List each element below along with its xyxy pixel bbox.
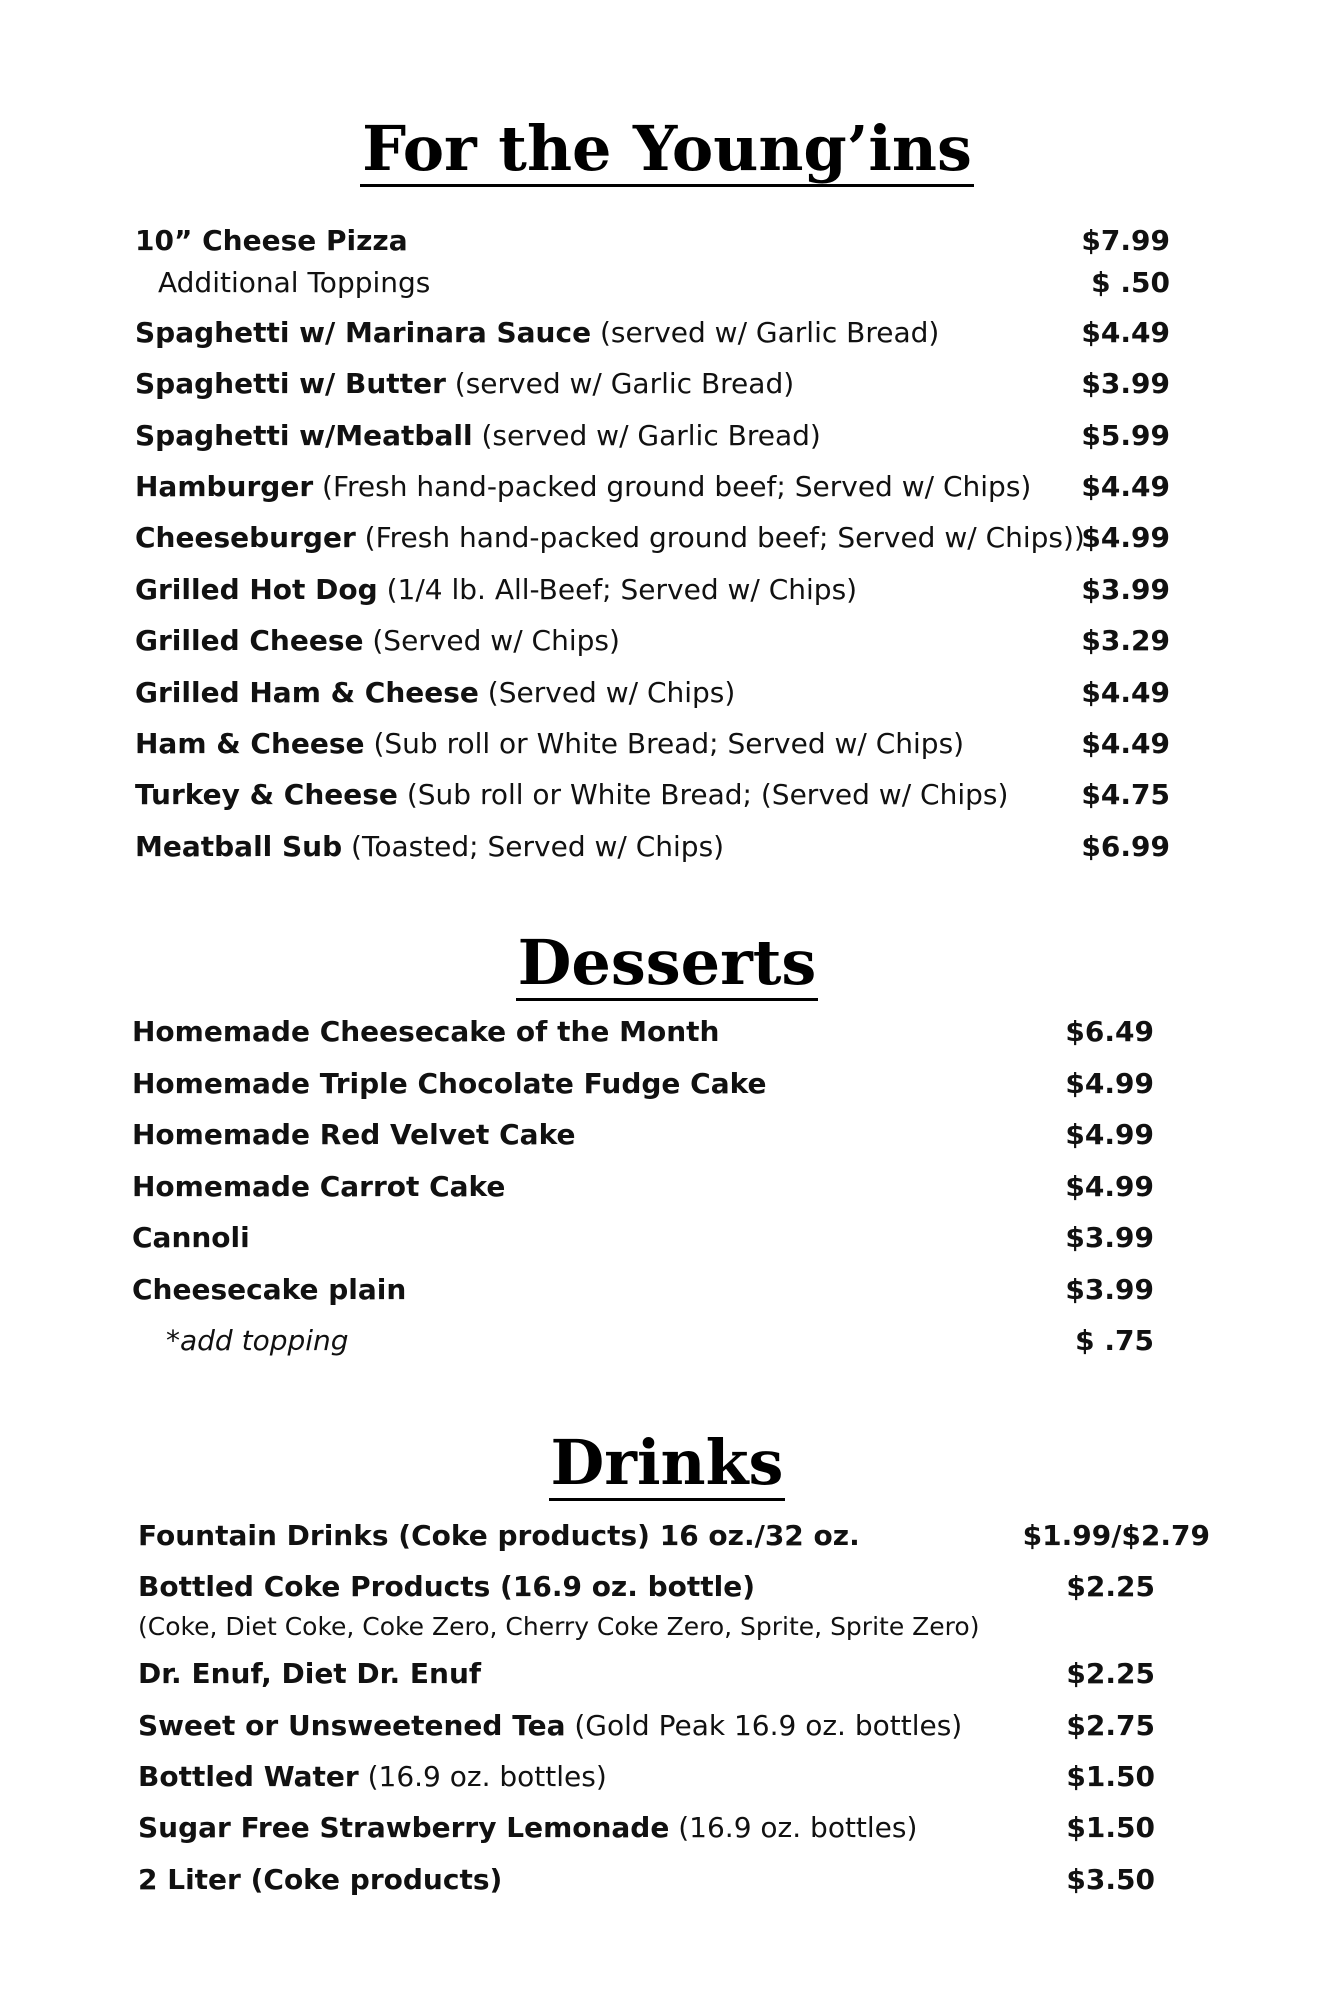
section-title-youngins: For the Young’ins xyxy=(362,112,972,185)
section-title-desserts: Desserts xyxy=(517,926,817,999)
section-title-drinks: Drinks xyxy=(550,1426,784,1499)
